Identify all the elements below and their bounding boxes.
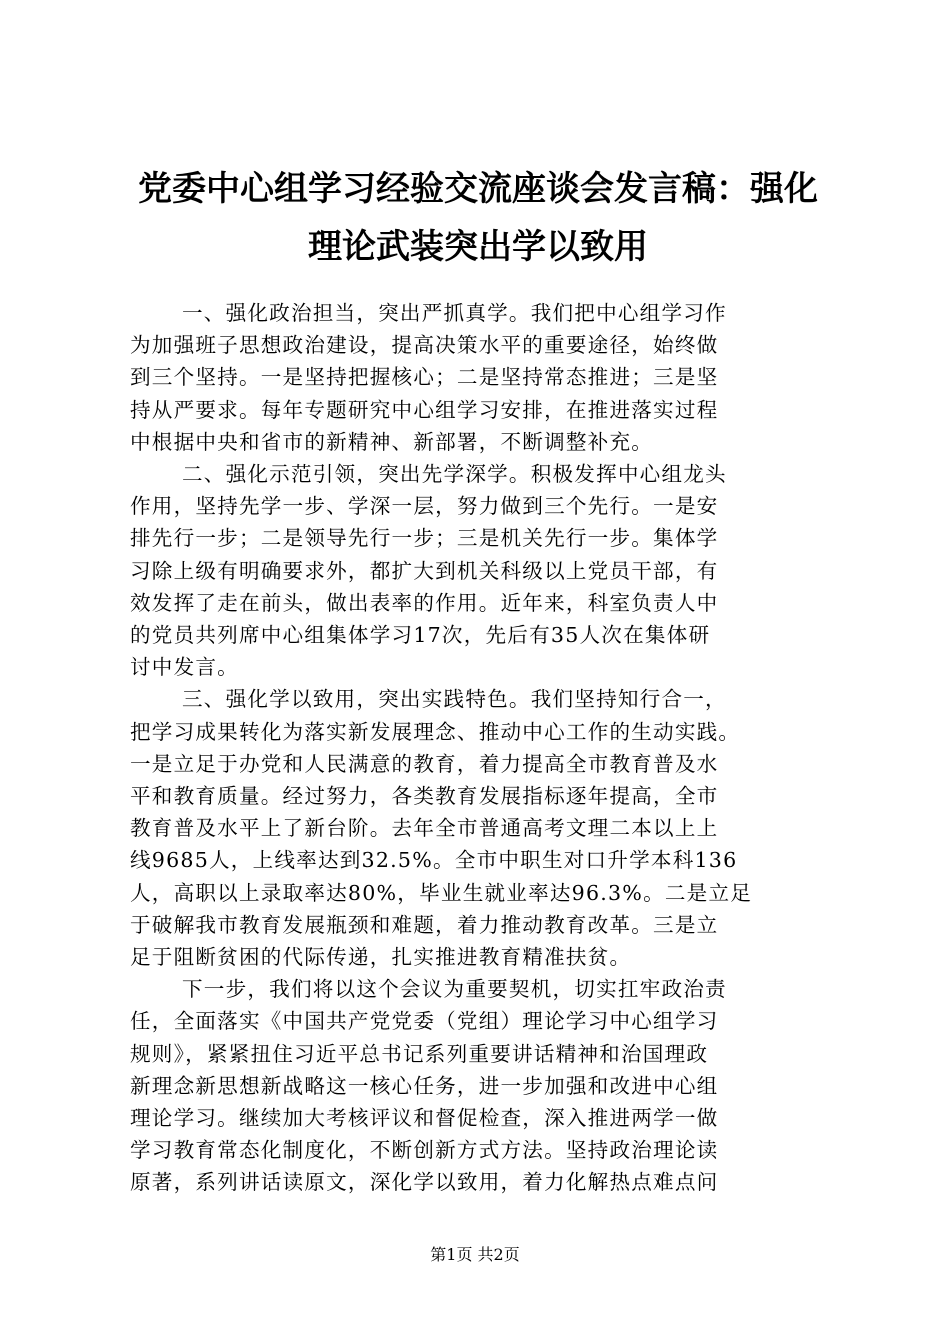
text-line: 学习教育常态化制度化，不断创新方式方法。坚持政治理论读 [130,1138,719,1163]
text-line: 为加强班子思想政治建设，提高决策水平的重要途径，始终做 [130,333,719,358]
text-line: 到三个坚持。一是坚持把握核心；二是坚持常态推进；三是坚 [130,365,719,390]
text-line: 中根据中央和省市的新精神、新部署，不断调整补充。 [130,429,654,454]
text-line: 讨中发言。 [130,655,239,680]
text-line: 于破解我市教育发展瓶颈和难题，着力推动教育改革。三是立 [130,912,719,937]
text-line: 一、强化政治担当，突出严抓真学。我们把中心组学习作 [182,301,727,325]
text-line: 平和教育质量。经过努力，各类教育发展指标逐年提高，全市 [130,784,719,809]
paragraph-1 [130,297,830,458]
text-line: 原著，系列讲话读原文，深化学以致用，着力化解热点难点问 [130,1170,719,1195]
text-line: 规则》，紧紧扭住习近平总书记系列重要讲话精神和治国理政 [130,1041,709,1066]
paragraph-2 [130,458,830,683]
text-line: 下一步，我们将以这个会议为重要契机，切实扛牢政治责 [182,977,727,1002]
text-line: 足于阻断贫困的代际传递，扎实推进教育精准扶贫。 [130,945,632,970]
document-title [128,160,828,276]
text-line: 教育普及水平上了新台阶。去年全市普通高考文理二本以上上 [130,816,719,841]
text-line: 效发挥了走在前头，做出表率的作用。近年来，科室负责人中 [130,590,719,615]
page-footer: 第1页 共2页 [430,1245,520,1264]
text-line: 的党员共列席中心组集体学习17次，先后有35人次在集体研 [130,623,711,648]
text-line: 持从严要求。每年专题研究中心组学习安排，在推进落实过程 [130,397,719,422]
paragraph-3 [130,683,830,973]
text-line: 新理念新思想新战略这一核心任务，进一步加强和改进中心组 [130,1073,719,1098]
text-line: 任，全面落实《中国共产党党委（党组）理论学习中心组学习 [130,1009,719,1034]
text-line: 习除上级有明确要求外，都扩大到机关科级以上党员干部，有 [130,558,719,583]
text-line: 人，高职以上录取率达80%，毕业生就业率达96.3%。二是立足 [130,880,753,905]
text-line: 一是立足于办党和人民满意的教育，着力提高全市教育普及水 [130,751,719,776]
text-line: 线9685人，上线率达到32.5%。全市中职生对口升学本科136 [130,848,738,873]
text-line: 排先行一步；二是领导先行一步；三是机关先行一步。集体学 [130,526,719,551]
text-line: 二、强化示范引领，突出先学深学。积极发挥中心组龙头 [182,462,727,487]
title-line-2: 理论武装突出学以致用 [308,227,648,267]
paragraph-4 [130,973,830,1198]
text-line: 三、强化学以致用，突出实践特色。我们坚持知行合一， [182,687,727,712]
text-line: 把学习成果转化为落实新发展理念、推动中心工作的生动实践。 [130,719,741,744]
document-body [130,297,830,1199]
text-line: 理论学习。继续加大考核评议和督促检查，深入推进两学一做 [130,1106,719,1131]
text-line: 作用，坚持先学一步、学深一层，努力做到三个先行。一是安 [130,494,719,519]
title-line-1: 党委中心组学习经验交流座谈会发言稿：强化 [138,169,818,209]
